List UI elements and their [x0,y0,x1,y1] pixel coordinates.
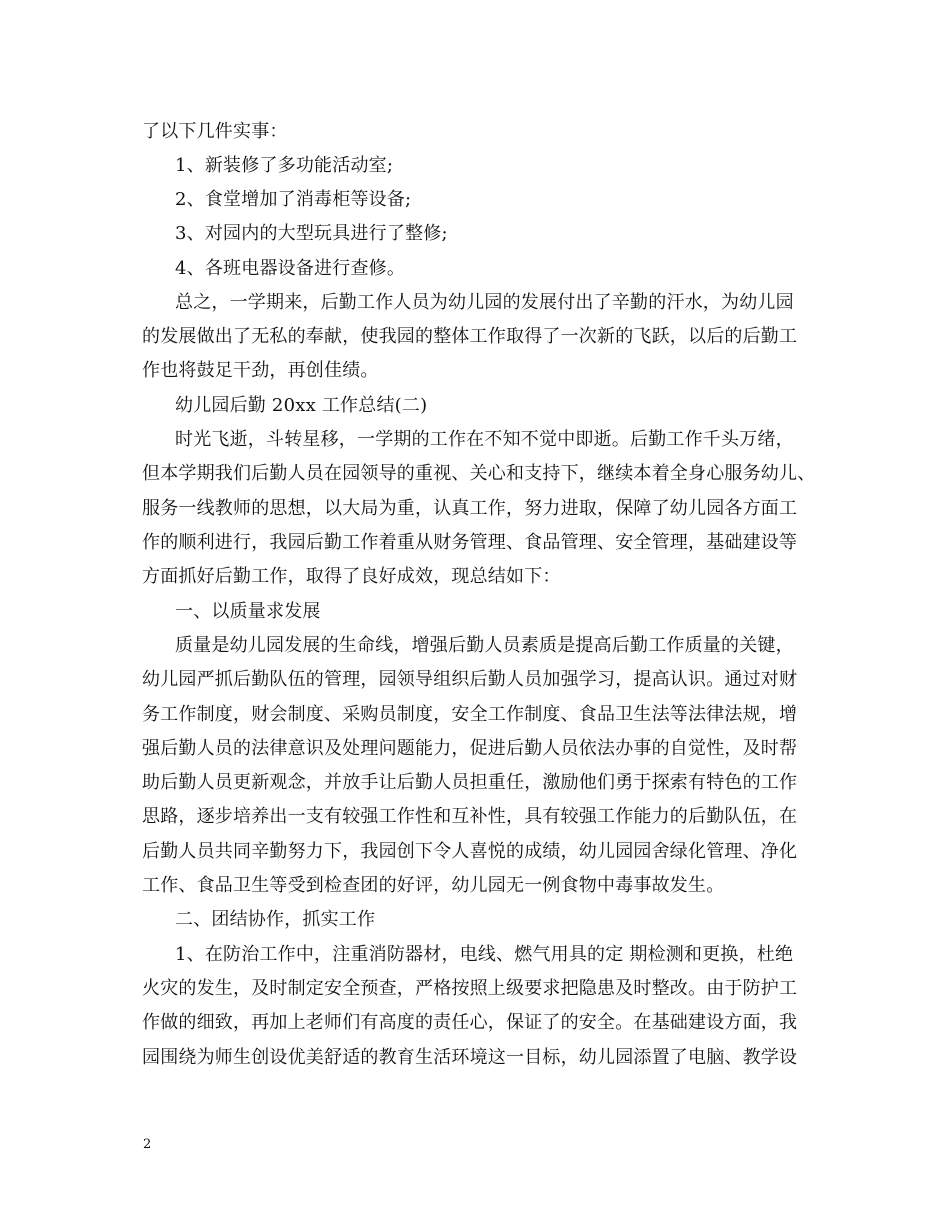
text-line: 方面抓好后勤工作，取得了良好成效，现总结如下： [142,566,561,587]
text-line: 总之，一学期来，后勤工作人员为幼儿园的发展付出了辛勤的汗水，为幼儿园 [175,292,794,313]
section-title: 幼儿园后勤 20xx 工作总结(二) [175,395,428,416]
text-line: 服务一线教师的思想，以大局为重，认真工作，努力进取，保障了幼儿园各方面工 [142,498,798,519]
list-item: 2、食堂增加了消毒柜等设备; [175,189,412,210]
text-line: 1、在防治工作中，注重消防器材，电线、燃气用具的定 期检测和更换，杜绝 [175,944,794,965]
text-line: 了以下几件实事： [142,121,288,142]
text-line: 的发展做出了无私的奉献，使我园的整体工作取得了一次新的飞跃，以后的后勤工 [142,326,798,347]
text-line: 幼儿园严抓后勤队伍的管理，园领导组织后勤人员加强学习，提高认识。通过对财 [142,669,798,690]
text-line: 工作、食品卫生等受到检查团的好评，幼儿园无一例食物中毒事故发生。 [142,875,725,896]
text-line: 强后勤人员的法律意识及处理问题能力，促进后勤人员依法办事的自觉性，及时帮 [142,738,798,759]
text-line: 火灾的发生，及时制定安全预查，严格按照上级要求把隐患及时整改。由于防护工 [142,978,798,999]
text-line: 作的顺利进行，我园后勤工作着重从财务管理、食品管理、安全管理，基础建设等 [142,532,798,553]
text-line: 务工作制度，财会制度、采购员制度，安全工作制度、食品卫生法等法律法规，增 [142,704,798,725]
text-line: 时光飞逝，斗转星移，一学期的工作在不知不觉中即逝。后勤工作千头万绪， [175,429,794,450]
text-line: 但本学期我们后勤人员在园领导的重视、关心和支持下，继续本着全身心服务幼儿、 [142,463,816,484]
list-item: 1、新装修了多功能活动室; [175,155,394,176]
text-line: 作也将鼓足干劲，再创佳绩。 [142,360,379,381]
section-heading: 二、团结协作，抓实工作 [175,909,376,930]
page-number: 2 [143,1137,152,1152]
list-item: 4、各班电器设备进行查修。 [175,258,406,279]
text-line: 思路，逐步培养出一支有较强工作性和互补性，具有较强工作能力的后勤队伍，在 [142,806,798,827]
text-line: 后勤人员共同辛勤努力下，我园创下令人喜悦的成绩，幼儿园园舍绿化管理、净化 [142,841,798,862]
section-heading: 一、以质量求发展 [175,601,321,622]
text-line: 作做的细致，再加上老师们有高度的责任心，保证了的安全。在基础建设方面，我 [142,1012,798,1033]
text-line: 助后勤人员更新观念，并放手让后勤人员担重任，激励他们勇于探索有特色的工作 [142,772,798,793]
text-line: 园围绕为师生创设优美舒适的教育生活环境这一目标，幼儿园添置了电脑、教学设 [142,1047,798,1068]
list-item: 3、对园内的大型玩具进行了整修; [175,223,448,244]
text-line: 质量是幼儿园发展的生命线，增强后勤人员素质是提高后勤工作质量的关键， [175,635,794,656]
